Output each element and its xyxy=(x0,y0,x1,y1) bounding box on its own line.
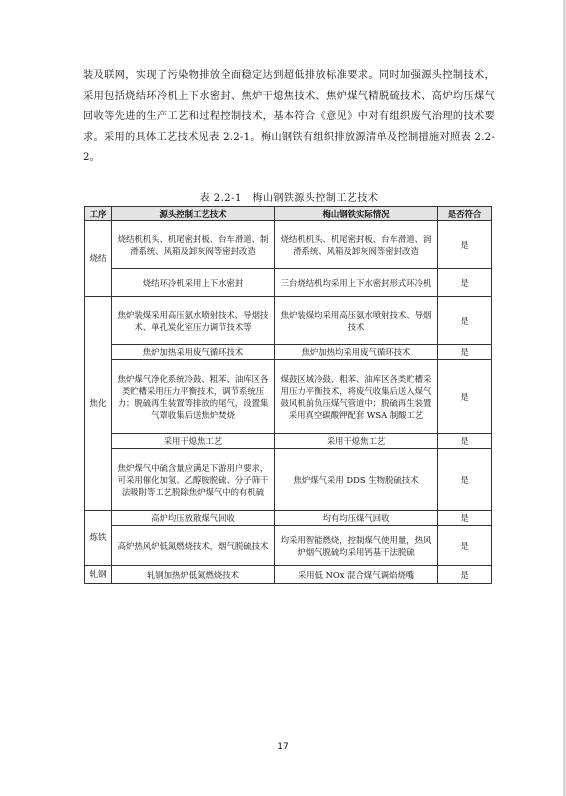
technology-cell: 采用干熄焦工艺 xyxy=(112,434,275,449)
body-paragraph: 装及联网，实现了污染物排放全面稳定达到超低排放标准要求。同时加强源头控制技术，采用包括烧结环冷机上下水密封、焦炉干熄焦技术、焦炉煤气精脱硫技术、高炉均压煤气回收等先进的生产工艺和过程控制技术，基本符合《意见》中对有组织废气治理的技术要求。采用的具体工艺技术见表 2.2-1。梅山钢铁有组织排放源清单及控制措施对照表 2.2-2。 xyxy=(83,70,495,164)
compliant-cell: 是 xyxy=(438,221,492,269)
table-caption: 表 2.2-1 梅山钢铁源头控制工艺技术 xyxy=(199,193,379,204)
table-row xyxy=(85,345,492,360)
compliant-cell: 是 xyxy=(438,360,492,434)
header-technology: 源头控制工艺技术 xyxy=(112,207,275,221)
page-number: 17 xyxy=(277,742,289,752)
actual-cell: 煤鼓区域冷鼓、粗苯、油库区各类贮槽采用压力平衡技术，将废气收集后送入煤气鼓风机前负压煤气管道中；脱硫再生装置采用真空碳酸钾配套 WSA 制酸工艺 xyxy=(275,360,438,434)
compliant-cell: 是 xyxy=(438,269,492,297)
actual-cell: 焦炉加热均采用废气循环技术 xyxy=(275,345,438,360)
compliant-cell: 是 xyxy=(438,297,492,345)
compliant-cell: 是 xyxy=(438,566,492,584)
table-row xyxy=(85,526,492,566)
process-cell: 轧钢 xyxy=(85,566,112,584)
table-row xyxy=(85,221,492,269)
process-table xyxy=(84,206,492,584)
header-actual: 梅山钢铁实际情况 xyxy=(275,207,438,221)
table-row xyxy=(85,297,492,345)
process-cell: 焦化 xyxy=(85,297,112,511)
table-row xyxy=(85,269,492,297)
compliant-cell: 是 xyxy=(438,449,492,511)
actual-cell: 三台烧结机均采用上下水密封形式环冷机 xyxy=(275,269,438,297)
actual-cell: 均采用智能燃烧，控制煤气使用量，热风炉烟气脱硫均采用钙基干法脱硫 xyxy=(275,526,438,566)
actual-cell: 焦炉装煤均采用高压氨水喷射技术、导烟技术 xyxy=(275,297,438,345)
compliant-cell: 是 xyxy=(438,511,492,526)
actual-cell: 采用干熄焦工艺 xyxy=(275,434,438,449)
technology-cell: 焦炉装煤采用高压氨水喷射技术、导烟技术、单孔炭化室压力调节技术等 xyxy=(112,297,275,345)
table-row xyxy=(85,449,492,511)
technology-cell: 焦炉煤气中硫含量应满足下游用户要求，可采用催化加氢、乙醇胺脱硫、分子筛干法吸附等工艺脱除焦炉煤气中的有机硫 xyxy=(112,449,275,511)
compliant-cell: 是 xyxy=(438,345,492,360)
actual-cell: 烧结机机头、机尾密封板、台车滑道、润滑系统、风箱及卸灰阀等密封改造 xyxy=(275,221,438,269)
header-compliant: 是否符合 xyxy=(438,207,492,221)
technology-cell: 烧结机机头、机尾密封板、台车滑道、制滑系统、风箱及卸灰阀等密封改造 xyxy=(112,221,275,269)
table-row xyxy=(85,511,492,526)
technology-cell: 高炉均压放散煤气回收 xyxy=(112,511,275,526)
process-cell: 炼铁 xyxy=(85,511,112,566)
compliant-cell: 是 xyxy=(438,434,492,449)
technology-cell: 焦炉煤气净化系统冷鼓、粗苯、油库区各类贮槽采用压力平衡技术，调节系统压力；脱硫再生装置等排放的尾气，设置集气罩收集后送焦炉焚烧 xyxy=(112,360,275,434)
actual-cell: 采用低 NOx 混合煤气调焰烧嘴 xyxy=(275,566,438,584)
process-cell: 烧结 xyxy=(85,221,112,297)
table-row xyxy=(85,434,492,449)
table-row xyxy=(85,566,492,584)
table-header-row xyxy=(85,207,492,221)
actual-cell: 均有均压煤气回收 xyxy=(275,511,438,526)
technology-cell: 高炉热风炉低氮燃烧技术，烟气脱硫技术 xyxy=(112,526,275,566)
technology-cell: 焦炉加热采用废气循环技术 xyxy=(112,345,275,360)
compliant-cell: 是 xyxy=(438,526,492,566)
actual-cell: 焦炉煤气采用 DDS 生物脱硫技术 xyxy=(275,449,438,511)
header-process: 工序 xyxy=(85,207,112,221)
technology-cell: 轧钢加热炉低氮燃烧技术 xyxy=(112,566,275,584)
technology-cell: 烧结环冷机采用上下水密封 xyxy=(112,269,275,297)
table-row xyxy=(85,360,492,434)
